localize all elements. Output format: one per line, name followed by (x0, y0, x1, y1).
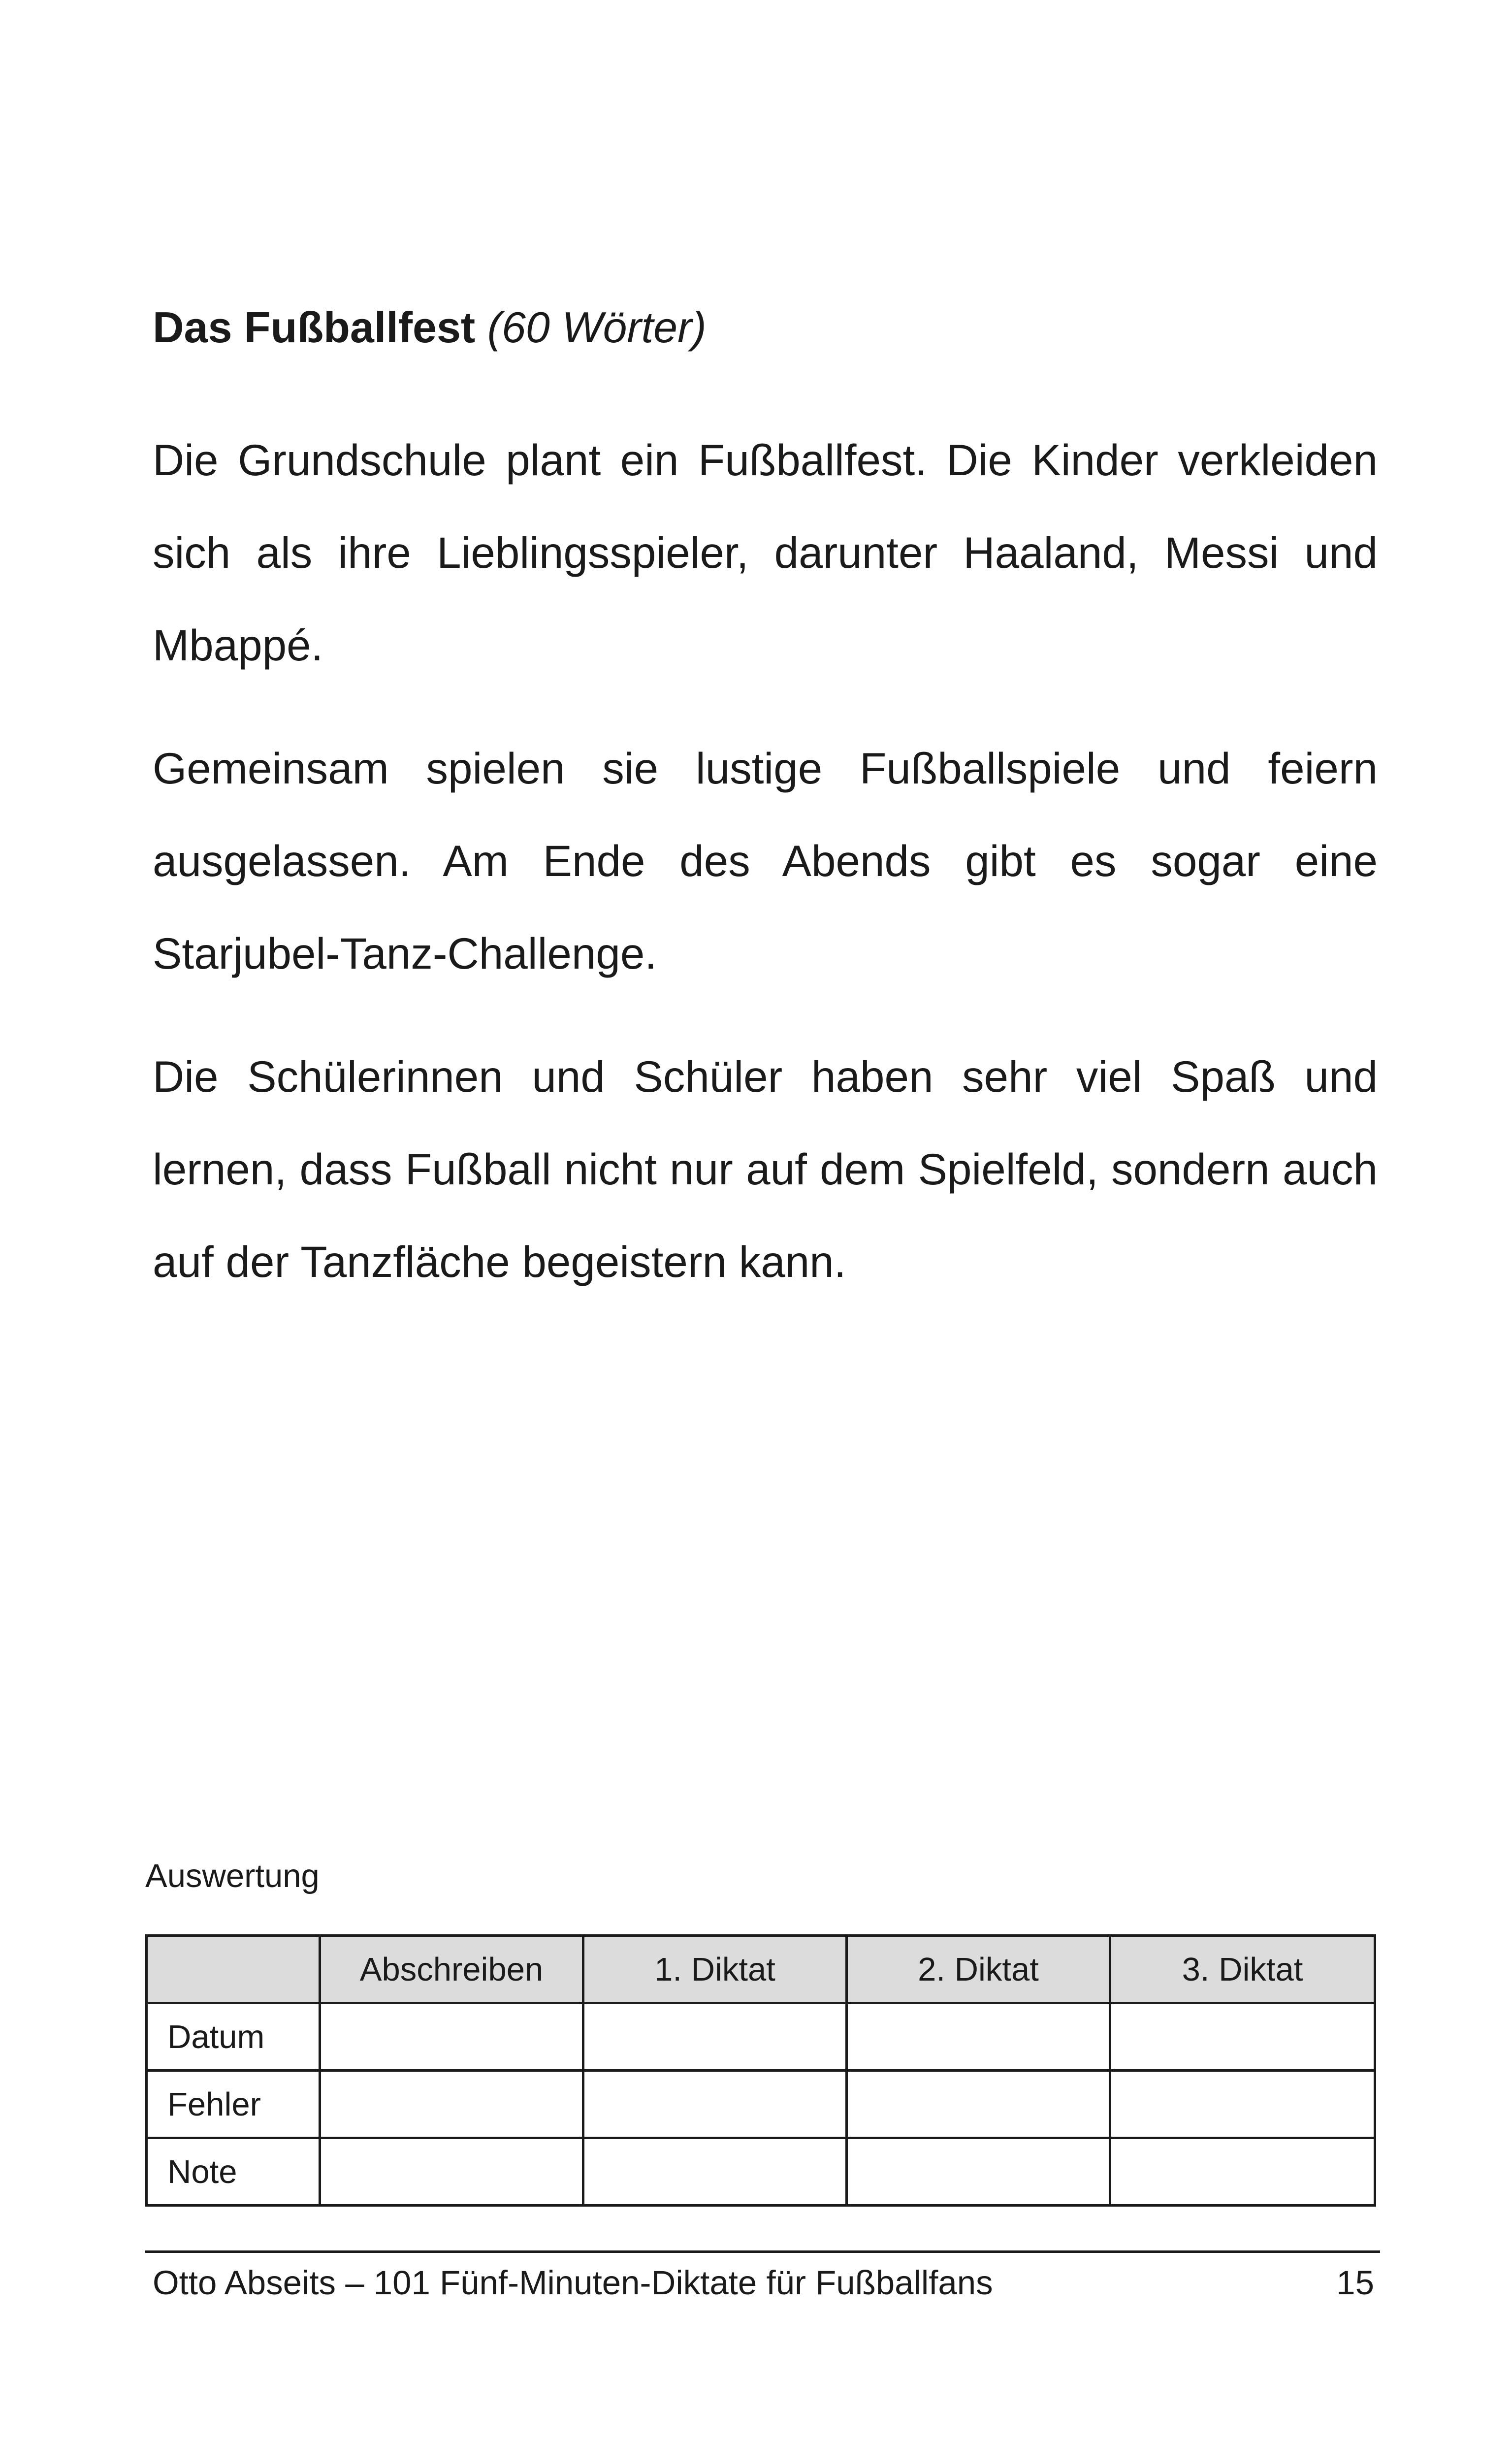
row-label-datum: Datum (147, 2003, 320, 2071)
paragraph-3: Die Schülerinnen und Schüler haben sehr viel Spaß und lernen, dass Fußball nicht nur auf dem Spielfeld, sondern auch auf der Tanzfläche begeistern kann. (153, 1052, 1378, 1286)
table-cell[interactable] (320, 2138, 583, 2206)
page-number: 15 (1336, 2264, 1374, 2302)
table-cell[interactable] (847, 2138, 1110, 2206)
table-cell[interactable] (583, 2071, 847, 2138)
table-cell[interactable] (1110, 2071, 1375, 2138)
row-label-note: Note (147, 2138, 320, 2206)
table-cell[interactable] (320, 2071, 583, 2138)
paragraph-1: Die Grundschule plant ein Fußballfest. Die Kinder verkleiden sich als ihre Lieblingsspieler, darunter Haaland, Messi und Mbappé. (153, 435, 1378, 670)
footer-book-title: Otto Abseits – 101 Fünf-Minuten-Diktate für Fußballfans (153, 2264, 993, 2302)
evaluation-table (145, 1934, 1376, 2207)
table-row (147, 2071, 1375, 2138)
table-cell[interactable] (320, 2003, 583, 2071)
header-cell-empty (147, 1936, 320, 2003)
header-cell-diktat-1: 1. Diktat (583, 1936, 847, 2003)
table-cell[interactable] (583, 2138, 847, 2206)
footer-divider (145, 2250, 1380, 2253)
table-cell[interactable] (1110, 2003, 1375, 2071)
table-row (147, 2003, 1375, 2071)
title-main: Das Fußballfest (153, 303, 476, 352)
dictation-text (153, 414, 1378, 1338)
header-cell-abschreiben: Abschreiben (320, 1936, 583, 2003)
header-cell-diktat-2: 2. Diktat (847, 1936, 1110, 2003)
table-header-row (147, 1936, 1375, 2003)
table-cell[interactable] (583, 2003, 847, 2071)
table-cell[interactable] (1110, 2138, 1375, 2206)
row-label-fehler: Fehler (147, 2071, 320, 2138)
header-cell-diktat-3: 3. Diktat (1110, 1936, 1375, 2003)
title-word-count: (60 Wörter) (487, 303, 707, 352)
evaluation-label: Auswertung (145, 1857, 320, 1894)
table-row (147, 2138, 1375, 2206)
paragraph-2: Gemeinsam spielen sie lustige Fußballspiele und feiern ausgelassen. Am Ende des Abends gibt es sogar eine Starjubel-Tanz-Challenge. (153, 744, 1378, 978)
table-cell[interactable] (847, 2003, 1110, 2071)
page-title (153, 301, 707, 354)
table-cell[interactable] (847, 2071, 1110, 2138)
